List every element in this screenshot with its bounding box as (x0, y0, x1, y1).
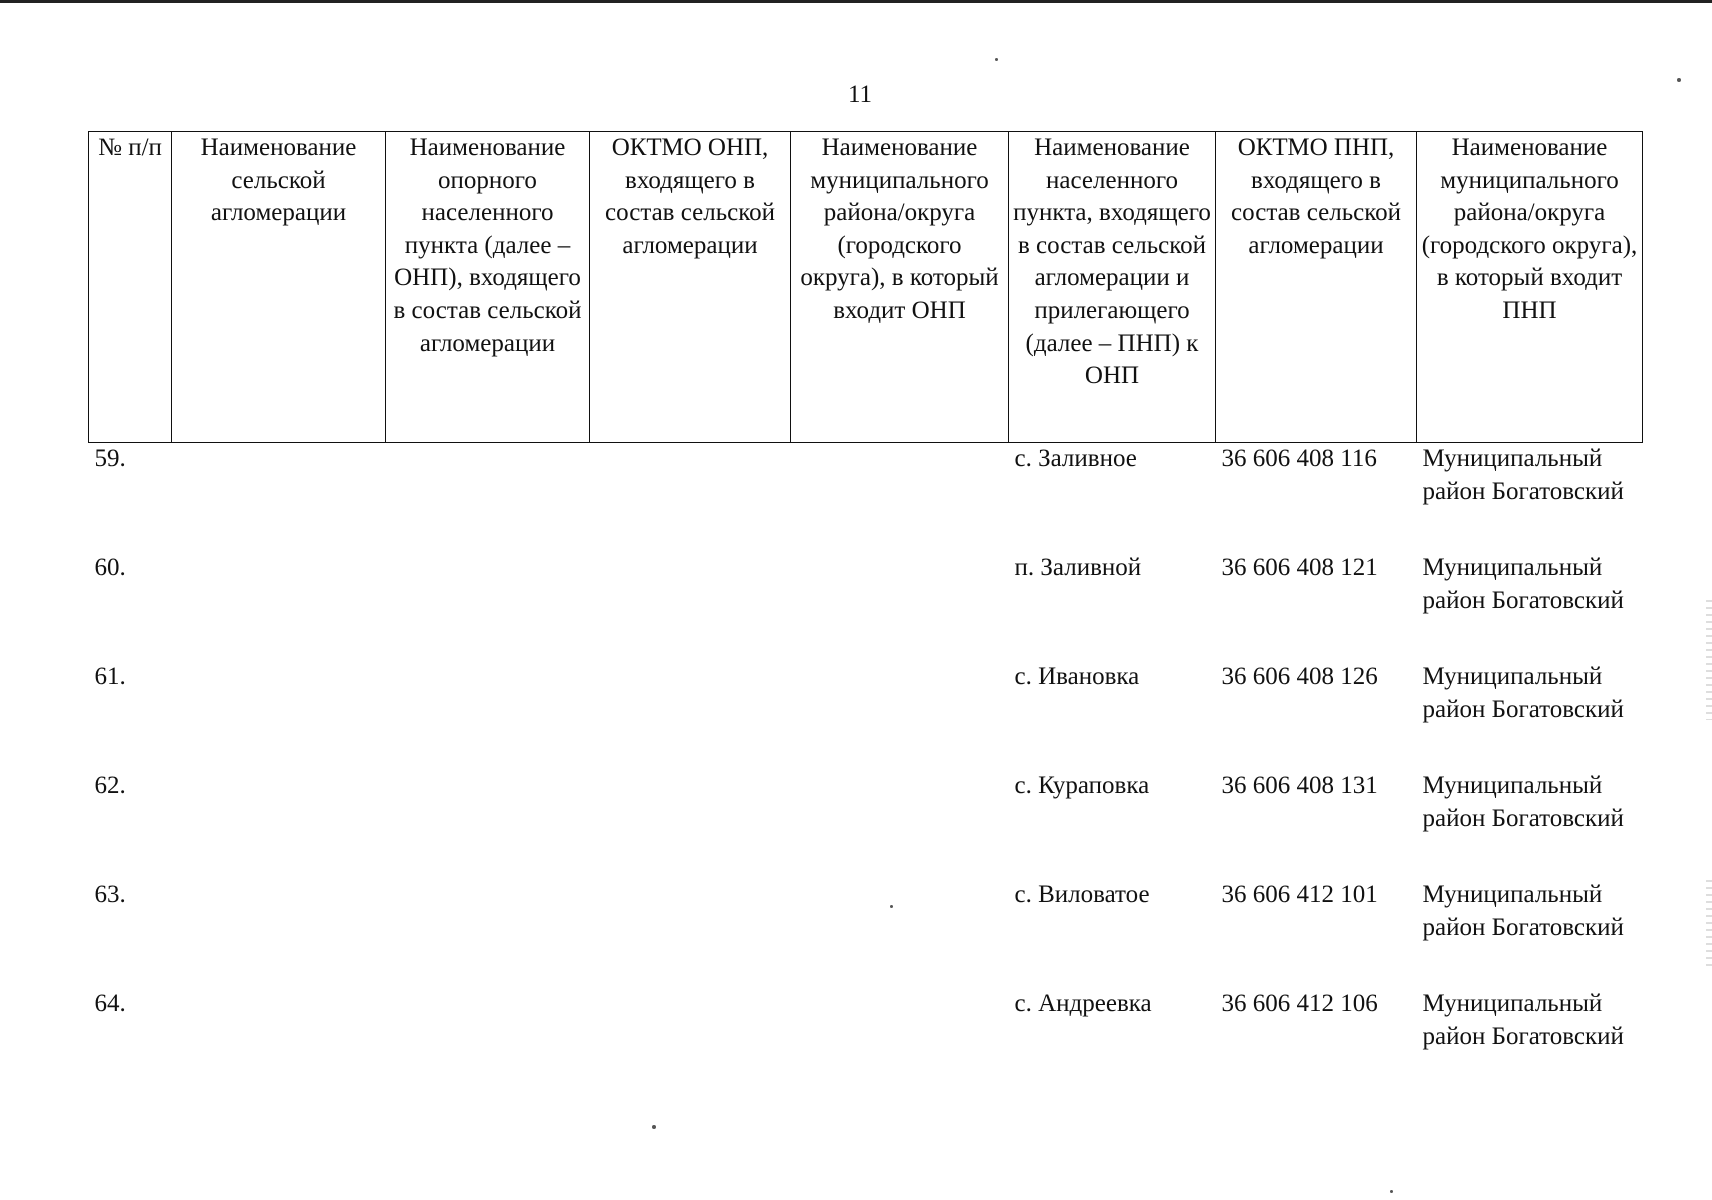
cell-onp (386, 879, 590, 988)
table-row (89, 879, 1643, 988)
scan-speck (1677, 78, 1681, 82)
top-rule (0, 0, 1712, 3)
header-pnp-oktmo: ОКТМО ПНП, входящего в состав сельской агломерации (1216, 132, 1417, 443)
cell-pnp-oktmo: 36 606 412 101 (1221, 881, 1378, 908)
row-number: 62. (94, 772, 126, 799)
row-number: 60. (94, 554, 126, 581)
row-number: 59. (94, 445, 126, 472)
table-row (89, 443, 1643, 553)
cell-pnp-district: Муниципальный район Богатовский (1422, 772, 1624, 832)
cell-onp-district (791, 443, 1009, 553)
scan-speck (890, 905, 893, 908)
cell-pnp-name: с. Кураповка (1014, 772, 1150, 799)
cell-onp-district (791, 661, 1009, 770)
cell-pnp-name: с. Виловатое (1014, 881, 1150, 908)
scan-edge-noise (1706, 880, 1712, 970)
cell-pnp-oktmo: 36 606 412 106 (1221, 990, 1378, 1017)
cell-agglomeration (172, 988, 386, 1097)
cell-onp-district (791, 988, 1009, 1097)
cell-onp-district (791, 770, 1009, 879)
cell-onp (386, 552, 590, 661)
row-number: 63. (94, 881, 126, 908)
cell-agglomeration (172, 879, 386, 988)
cell-pnp-name: с. Ивановка (1014, 663, 1140, 690)
cell-pnp-district: Муниципальный район Богатовский (1422, 990, 1624, 1050)
table-row (89, 661, 1643, 770)
cell-pnp-name: с. Андреевка (1014, 990, 1152, 1017)
scan-speck (1390, 1190, 1393, 1193)
cell-onp-oktmo (590, 661, 791, 770)
cell-onp-oktmo (590, 770, 791, 879)
cell-pnp-district: Муниципальный район Богатовский (1422, 663, 1624, 723)
header-onp-district: Наименование муниципального района/округа (городского округа), в который входит ОНП (791, 132, 1009, 443)
cell-onp (386, 988, 590, 1097)
cell-pnp-oktmo: 36 606 408 116 (1221, 445, 1377, 472)
header-pnp-name: Наименование населенного пункта, входящего в состав сельской агломерации и прилегающего (далее – ПНП) к ОНП (1009, 132, 1216, 443)
cell-agglomeration (172, 443, 386, 553)
header-onp-name: Наименование опорного населенного пункта (далее – ОНП), входящего в состав сельской агломерации (386, 132, 590, 443)
cell-pnp-district: Муниципальный район Богатовский (1422, 881, 1624, 941)
cell-pnp-district: Муниципальный район Богатовский (1422, 554, 1624, 614)
header-number: № п/п (89, 132, 172, 443)
table-header (89, 132, 1643, 443)
cell-onp-oktmo (590, 988, 791, 1097)
table-row (89, 770, 1643, 879)
cell-pnp-name: с. Заливное (1014, 445, 1137, 472)
cell-onp (386, 443, 590, 553)
cell-pnp-name: п. Заливной (1014, 554, 1142, 581)
row-number: 61. (94, 663, 126, 690)
cell-agglomeration (172, 552, 386, 661)
cell-onp-district (791, 552, 1009, 661)
cell-onp-oktmo (590, 879, 791, 988)
cell-pnp-oktmo: 36 606 408 131 (1221, 772, 1378, 799)
scan-speck (995, 58, 998, 61)
table-row (89, 988, 1643, 1097)
header-pnp-district: Наименование муниципального района/округа (городского округа), в который входит ПНП (1417, 132, 1643, 443)
agglomeration-table (88, 131, 1643, 1097)
cell-onp-oktmo (590, 443, 791, 553)
header-row (89, 132, 1643, 443)
scan-speck (652, 1125, 656, 1129)
table-body (89, 443, 1643, 1098)
table-row (89, 552, 1643, 661)
cell-onp-oktmo (590, 552, 791, 661)
cell-onp (386, 661, 590, 770)
cell-pnp-district: Муниципальный район Богатовский (1422, 445, 1624, 505)
cell-pnp-oktmo: 36 606 408 126 (1221, 663, 1378, 690)
page-number: 11 (847, 81, 873, 108)
cell-agglomeration (172, 661, 386, 770)
row-number: 64. (94, 990, 126, 1017)
scan-edge-noise (1706, 600, 1712, 720)
cell-agglomeration (172, 770, 386, 879)
cell-pnp-oktmo: 36 606 408 121 (1221, 554, 1378, 581)
cell-onp-district (791, 879, 1009, 988)
header-onp-oktmo: ОКТМО ОНП, входящего в состав сельской агломерации (590, 132, 791, 443)
cell-onp (386, 770, 590, 879)
header-agglomeration-name: Наименование сельской агломерации (172, 132, 386, 443)
